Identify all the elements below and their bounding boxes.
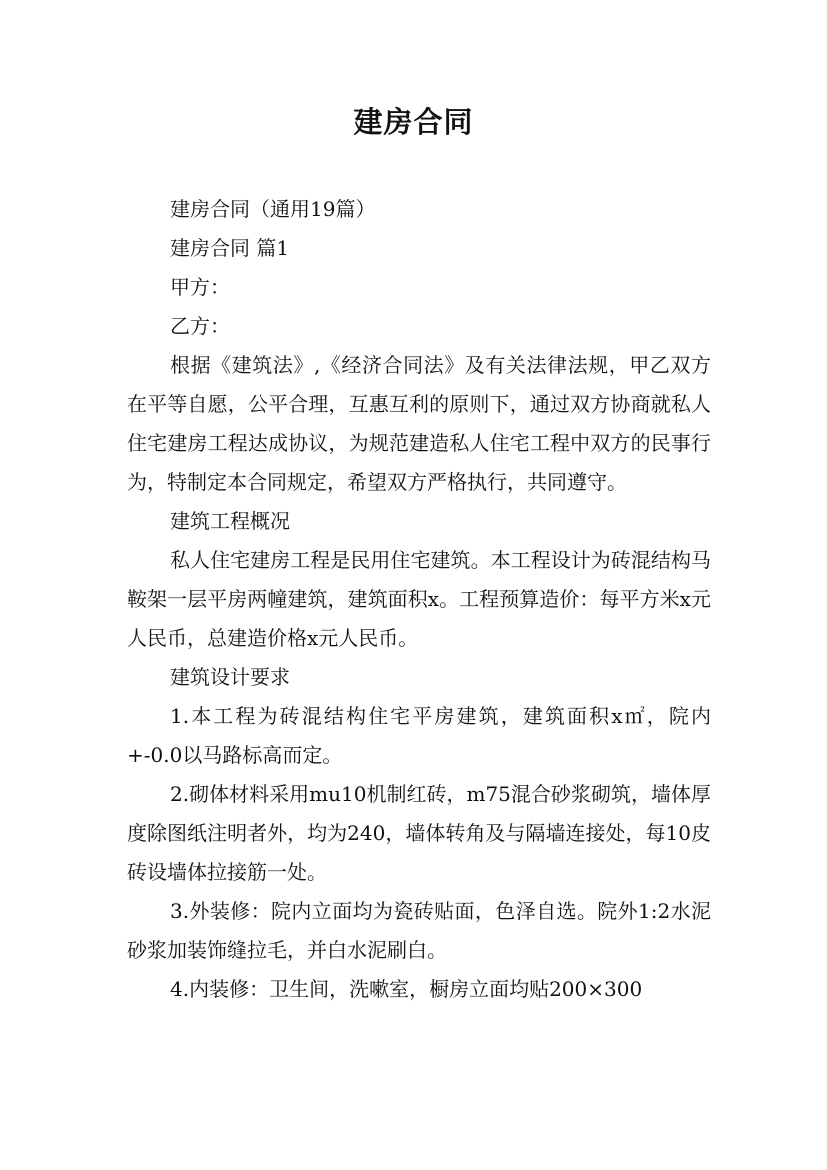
paragraph-subtitle: 建房合同（通用19篇） <box>170 197 376 221</box>
paragraph-party-a: 甲方： <box>170 275 230 299</box>
paragraph-party-b: 乙方： <box>170 314 230 338</box>
paragraph-item-4: 4.内装修：卫生间，洗嗽室，橱房立面均贴200×300 <box>170 977 643 1001</box>
document-title: 建房合同 <box>353 105 474 139</box>
paragraph-preamble: 根据《建筑法》,《经济合同法》及有关法律法规，甲乙双方在平等自愿，公平合理，互惠互利的原则下，通过双方协商就私人住宅建房工程达成协议，为规范建造私人住宅工程中双方的民事行为，特制定本合同规定，希望双方严格执行，共同遵守。 <box>127 353 711 494</box>
paragraph-item-1: 1.本工程为砖混结构住宅平房建筑，建筑面积x㎡，院内+-0.0以马路标高而定。 <box>127 704 711 767</box>
paragraph-item-2: 2.砌体材料采用mu10机制红砖，m75混合砂浆砌筑，墙体厚度除图纸注明者外，均为240，墙体转角及与隔墙连接处，每10皮砖设墙体拉接筋一处。 <box>127 782 711 884</box>
paragraph-section-heading: 建房合同 篇1 <box>170 236 290 260</box>
document-body <box>127 190 711 1009</box>
paragraph-design-heading: 建筑设计要求 <box>170 665 290 689</box>
paragraph-overview-heading: 建筑工程概况 <box>170 509 290 533</box>
paragraph-overview: 私人住宅建房工程是民用住宅建筑。本工程设计为砖混结构马鞍架一层平房两幢建筑，建筑面积x。工程预算造价：每平方米x元人民币，总建造价格x元人民币。 <box>127 548 711 650</box>
paragraph-item-3: 3.外装修：院内立面均为瓷砖贴面，色泽自选。院外1:2水泥砂浆加装饰缝拉毛，并白水泥刷白。 <box>127 899 711 962</box>
